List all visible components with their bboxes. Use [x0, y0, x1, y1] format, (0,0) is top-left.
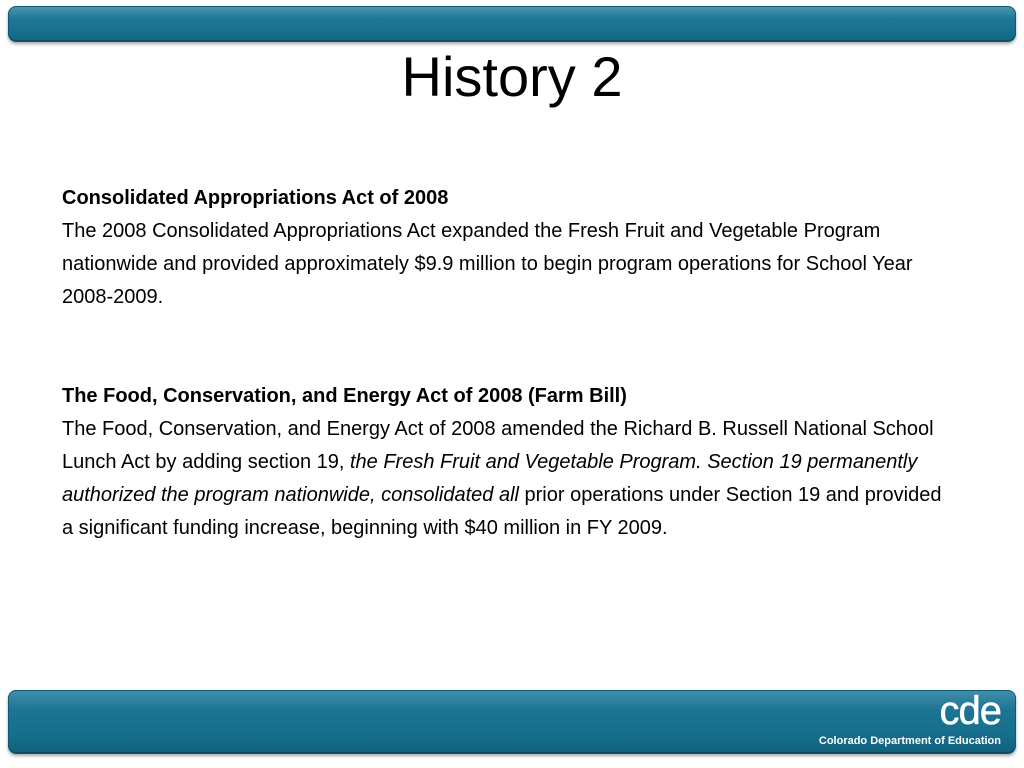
section-text: The 2008 Consolidated Appropriations Act expanded the Fresh Fruit and Vegetable Program nationwide and provided approximately $9.9 million to begin program operations for School Year 2008-2009. [62, 220, 913, 308]
footer-bar [8, 690, 1016, 754]
section-text-italic: the Fresh Fruit and Vegetable Program. Section 19 permanently authorized the program nationwide, consolidated all [62, 451, 918, 506]
section-consolidated-appropriations [62, 182, 922, 314]
slide-body [62, 182, 962, 545]
cde-logo [819, 691, 1001, 748]
section-farm-bill [62, 380, 942, 545]
section-text: prior operations under Section 19 and provided a significant funding increase, beginning with $40 million in FY 2009. [62, 484, 942, 539]
section-heading: The Food, Conservation, and Energy Act of 2008 (Farm Bill) [62, 385, 627, 407]
slide-title: History 2 [401, 45, 623, 108]
header-bar [8, 6, 1016, 42]
section-text: The Food, Conservation, and Energy Act of 2008 amended the Richard B. Russell National School Lunch Act by adding section 19, [62, 418, 934, 473]
organization-name: Colorado Department of Education [818, 735, 1001, 747]
section-heading: Consolidated Appropriations Act of 2008 [62, 187, 449, 209]
cde-logo-mark: cde [939, 689, 1001, 733]
